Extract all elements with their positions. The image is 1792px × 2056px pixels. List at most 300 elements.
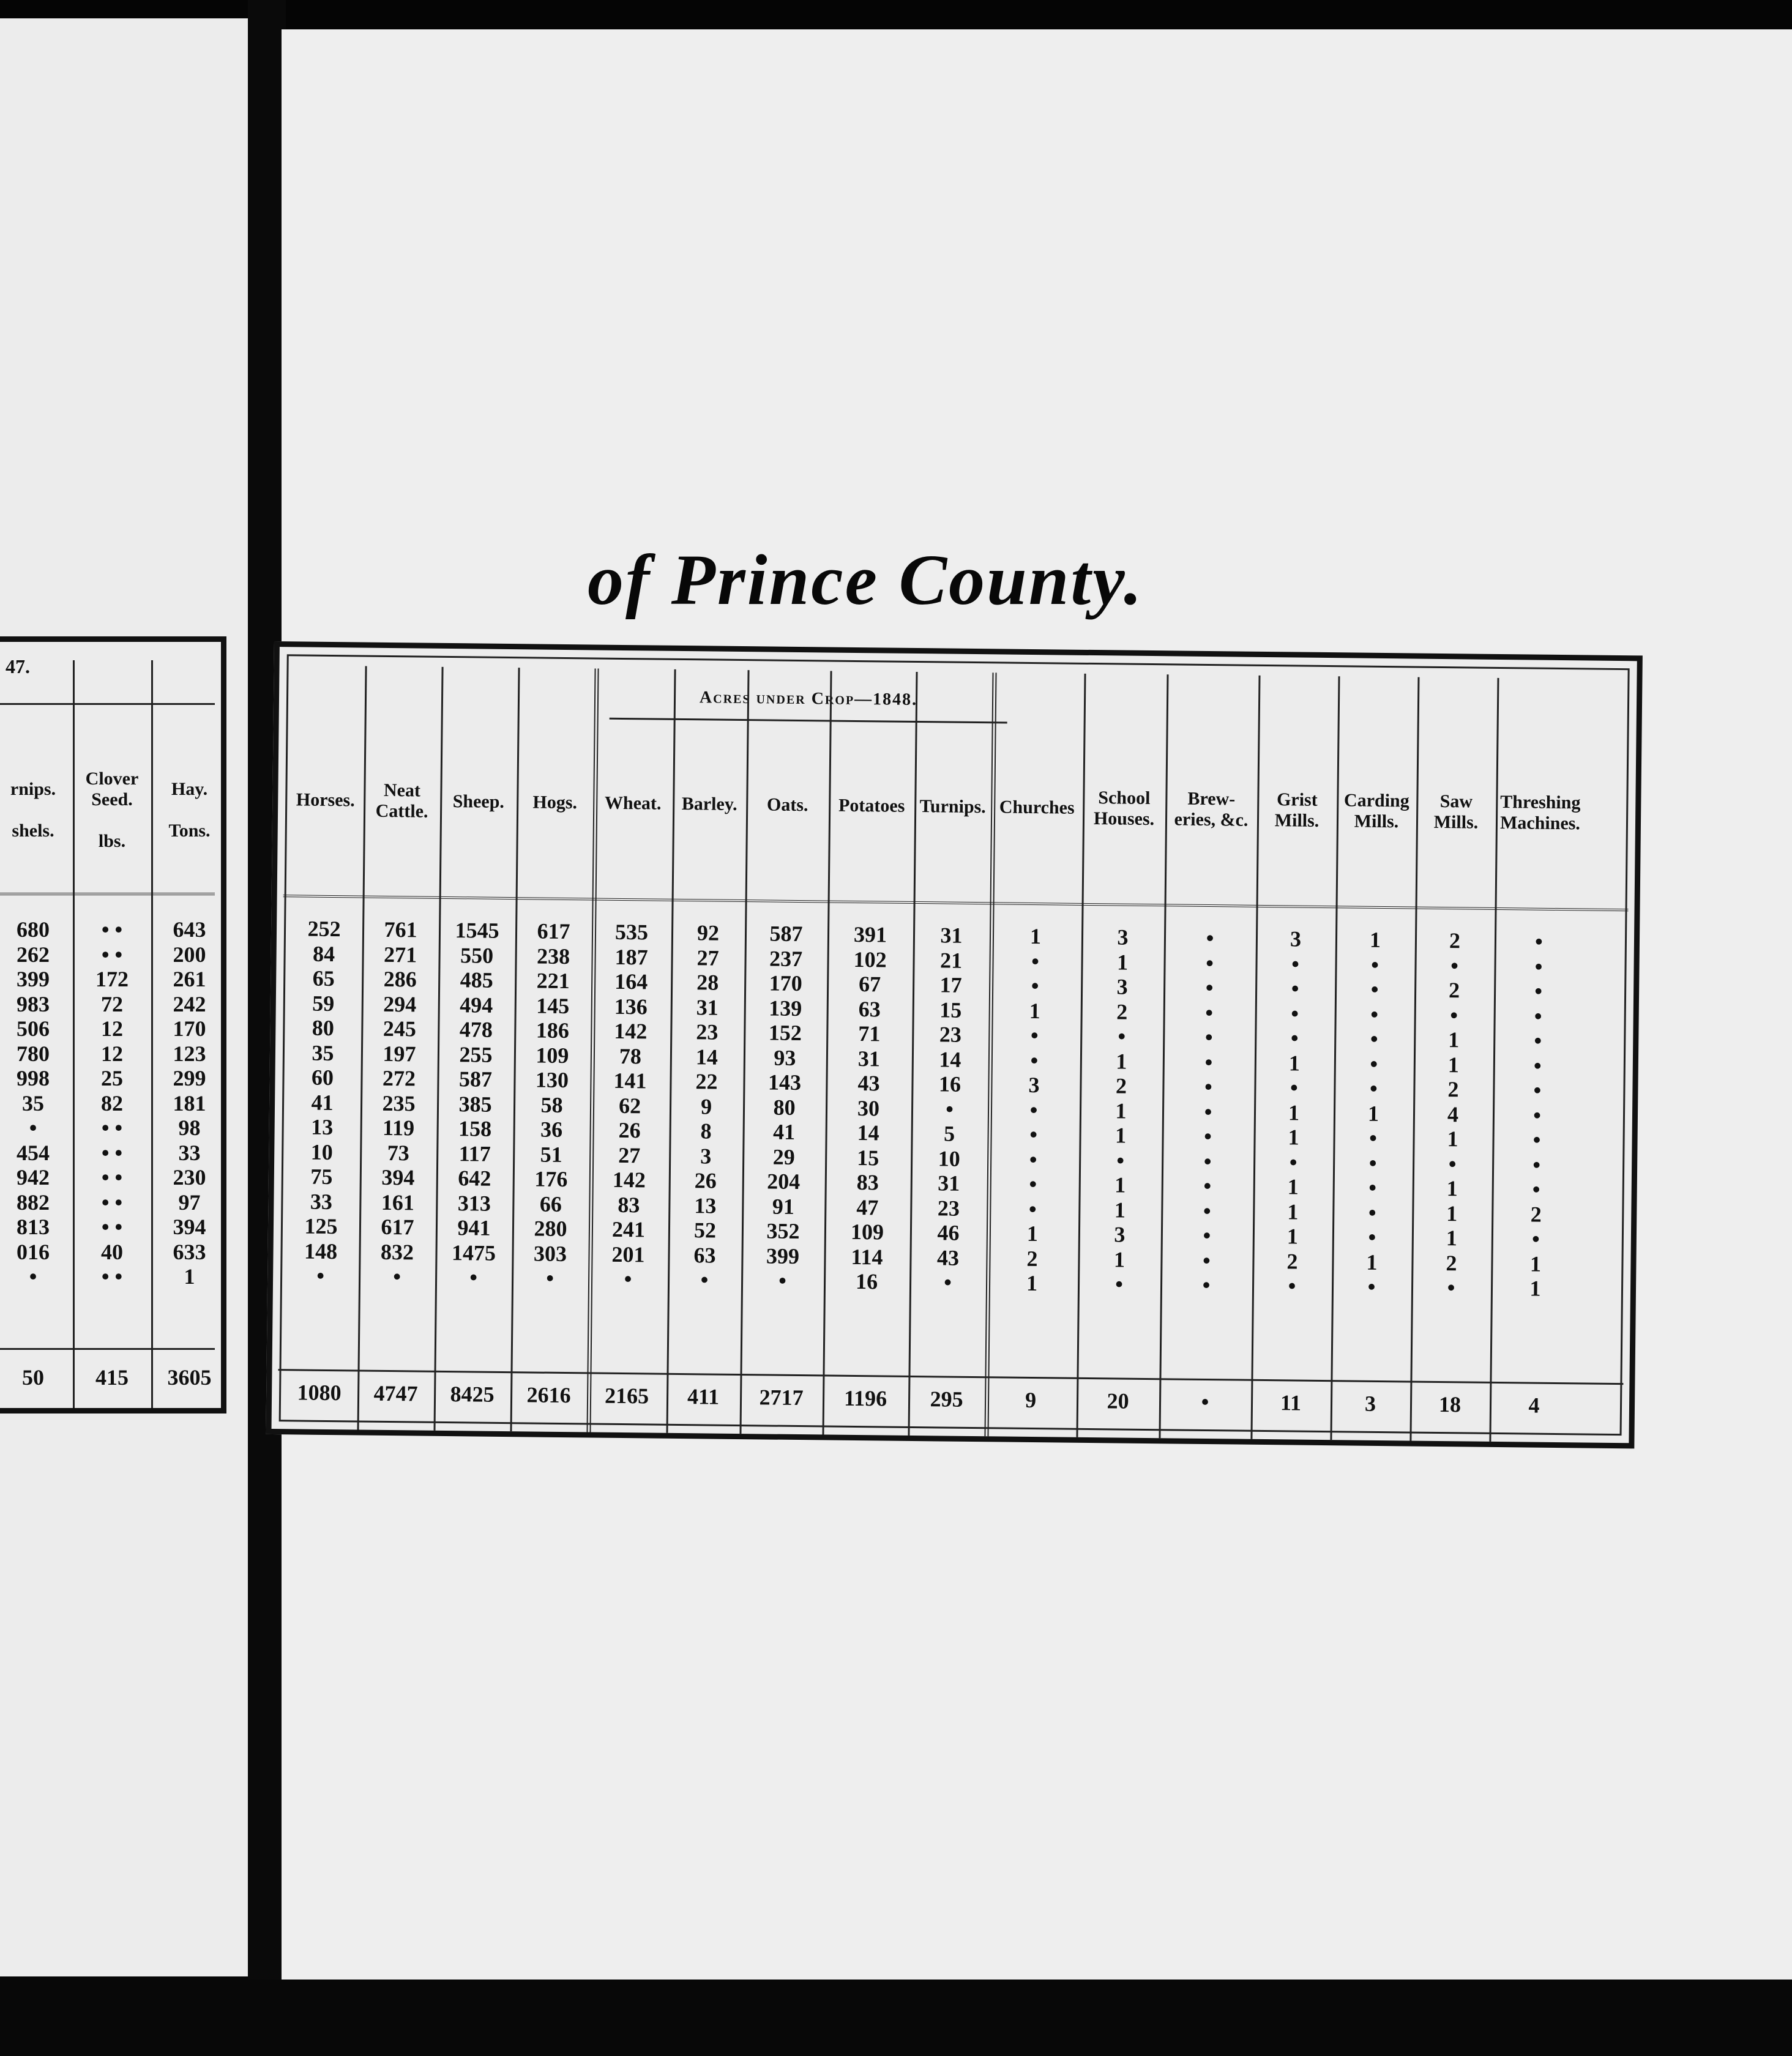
- table-cell: 255: [459, 1041, 493, 1067]
- column: [739, 652, 830, 1434]
- table-cell: •: [29, 1116, 37, 1140]
- table-cell: •: [1368, 1175, 1377, 1200]
- table-cell: •: [1370, 1051, 1378, 1076]
- table-cell: •: [1030, 1048, 1039, 1073]
- table-cell: •: [1206, 950, 1214, 975]
- column-values: [435, 918, 515, 1291]
- table-cell: 983: [17, 991, 50, 1016]
- table-cell: •: [1371, 952, 1379, 977]
- table-cell: 78: [619, 1043, 642, 1068]
- table-cell: 3: [1290, 926, 1302, 952]
- column-header: Potatoes: [838, 795, 905, 816]
- column-header: Saw Mills.: [1433, 791, 1479, 833]
- table-cell: • •: [101, 1215, 123, 1239]
- table-cell: 2: [1286, 1248, 1298, 1274]
- table-cell: 2: [1447, 1077, 1459, 1102]
- table-cell: 550: [460, 942, 494, 968]
- table-cell: 617: [537, 918, 570, 944]
- column-values: [668, 920, 745, 1293]
- table-cell: 399: [17, 967, 50, 991]
- table-cell: 14: [857, 1120, 879, 1145]
- table-cell: 633: [173, 1239, 206, 1264]
- table-cell: 252: [307, 916, 341, 942]
- table-cell: 238: [536, 944, 570, 969]
- column-values: [512, 918, 592, 1291]
- table-cell: 59: [312, 991, 335, 1016]
- column-values: [824, 922, 913, 1294]
- table-cell: •: [1448, 1151, 1457, 1176]
- table-cell: 230: [173, 1165, 206, 1190]
- column-total: 1196: [843, 1385, 887, 1411]
- column-values: [282, 916, 362, 1289]
- column-values: [1411, 928, 1495, 1301]
- table-cell: •: [1533, 1127, 1541, 1152]
- table-cell: 1: [1446, 1201, 1458, 1226]
- column-total: 11: [1280, 1390, 1302, 1415]
- table-cell: •: [1534, 978, 1543, 1004]
- column-total: 2165: [604, 1383, 649, 1409]
- table-cell: 73: [387, 1140, 409, 1165]
- table-cell: 1: [1446, 1176, 1458, 1201]
- table-cell: 1: [1026, 1221, 1039, 1246]
- table-cell: 535: [614, 919, 649, 945]
- table-cell: •: [1029, 1122, 1038, 1147]
- table-cell: •: [1029, 1171, 1037, 1197]
- table-cell: •: [1204, 1099, 1212, 1124]
- table-cell: 1: [1115, 1098, 1127, 1123]
- column-values: [1078, 925, 1164, 1297]
- table-cell: 14: [939, 1046, 961, 1072]
- table-cell: 832: [380, 1239, 414, 1264]
- table-cell: 299: [173, 1066, 206, 1090]
- table-cell: 1: [1287, 1199, 1299, 1224]
- table-cell: 1: [1448, 1027, 1460, 1052]
- table-cell: •: [1203, 1223, 1211, 1248]
- column: [151, 642, 228, 1408]
- column-total: 295: [930, 1387, 963, 1412]
- table-cell: 882: [17, 1190, 50, 1215]
- table-cell: 83: [618, 1192, 640, 1217]
- table-cell: 31: [938, 1171, 960, 1196]
- table-cell: •: [1202, 1248, 1211, 1273]
- table-cell: 170: [769, 970, 802, 996]
- table-cell: 1: [1287, 1174, 1299, 1199]
- table-cell: 33: [178, 1140, 201, 1165]
- table-cell: 272: [382, 1065, 416, 1091]
- table-cell: •: [1533, 1053, 1542, 1078]
- table-cell: 119: [382, 1115, 415, 1141]
- table-cell: 41: [311, 1090, 334, 1115]
- table-cell: •: [1534, 1028, 1542, 1053]
- table-cell: •: [1206, 925, 1214, 951]
- table-cell: 158: [458, 1116, 492, 1141]
- table-cell: •: [1368, 1224, 1376, 1250]
- column-total: 411: [687, 1384, 720, 1409]
- left-table: [0, 636, 226, 1414]
- table-cell: 3: [700, 1143, 712, 1169]
- table-cell: •: [1203, 1149, 1212, 1174]
- table-cell: 65: [312, 966, 335, 991]
- table-cell: •: [700, 1267, 709, 1292]
- table-cell: 1: [1447, 1052, 1460, 1077]
- table-cell: 271: [383, 942, 417, 967]
- table-cell: 136: [614, 994, 648, 1019]
- column: [908, 654, 992, 1436]
- column-total: 1080: [297, 1380, 342, 1406]
- table-cell: 43: [857, 1071, 880, 1096]
- table-cell: 617: [381, 1214, 414, 1240]
- table-cell: •: [1367, 1274, 1376, 1299]
- table-cell: 780: [17, 1041, 50, 1066]
- table-cell: •: [1204, 1074, 1212, 1100]
- table-cell: •: [1533, 1078, 1542, 1103]
- table-cell: 142: [614, 1018, 648, 1044]
- table-cell: 294: [383, 991, 417, 1016]
- table-cell: •: [1368, 1200, 1376, 1225]
- column-values: [741, 921, 827, 1294]
- table-cell: 27: [618, 1142, 641, 1168]
- column-header: Wheat.: [604, 792, 662, 814]
- table-cell: 161: [381, 1190, 415, 1215]
- table-cell: 1: [1288, 1100, 1300, 1125]
- column-header: Horses.: [296, 789, 355, 811]
- column-header: rnips. shels.: [10, 779, 56, 841]
- column-values: [1491, 929, 1583, 1302]
- column: [510, 649, 595, 1432]
- column-header: Turnips.: [919, 796, 986, 818]
- column: [586, 650, 674, 1432]
- table-cell: 1: [1288, 1125, 1299, 1150]
- table-cell: •: [1028, 1196, 1037, 1221]
- table-cell: 16: [938, 1071, 961, 1097]
- table-cell: • •: [101, 1116, 123, 1140]
- table-cell: 1: [1114, 1197, 1126, 1223]
- table-cell: 241: [611, 1216, 646, 1242]
- table-cell: •: [393, 1264, 401, 1289]
- table-cell: 201: [611, 1242, 645, 1267]
- table-cell: 2: [1116, 999, 1128, 1024]
- column-values: [151, 917, 228, 1289]
- column-header: Threshing Machines.: [1499, 791, 1581, 834]
- column: [1076, 655, 1167, 1438]
- table-cell: 399: [766, 1243, 800, 1268]
- table-cell: 261: [173, 967, 206, 991]
- table-cell: 1: [1029, 923, 1042, 949]
- table-cell: 197: [383, 1041, 416, 1066]
- table-cell: 35: [312, 1040, 334, 1065]
- table-cell: •: [944, 1270, 952, 1295]
- table-cell: 1: [1114, 1172, 1126, 1197]
- column-header: Hay. Tons.: [168, 779, 211, 841]
- column-values: [986, 923, 1081, 1296]
- table-cell: 26: [694, 1168, 717, 1193]
- column-total: 9: [1025, 1387, 1037, 1413]
- column-values: [1160, 925, 1256, 1298]
- table-cell: 587: [769, 921, 803, 947]
- table-cell: •: [1291, 1000, 1299, 1026]
- table-cell: •: [1288, 1273, 1296, 1298]
- table-cell: 12: [101, 1041, 123, 1066]
- table-cell: 114: [851, 1244, 883, 1269]
- table-cell: 2: [1448, 978, 1460, 1003]
- table-cell: 1: [1369, 927, 1381, 952]
- table-cell: 13: [310, 1114, 334, 1140]
- main-table: [266, 641, 1642, 1448]
- table-cell: 1: [1114, 1123, 1127, 1148]
- table-cell: •: [1031, 973, 1039, 999]
- table-cell: 680: [17, 917, 50, 942]
- column-values: [1252, 926, 1335, 1299]
- table-cell: 2: [1446, 1250, 1457, 1275]
- table-cell: • •: [101, 1165, 123, 1190]
- column: [0, 642, 73, 1408]
- table-cell: 164: [614, 969, 648, 994]
- table-cell: 2: [1530, 1202, 1542, 1227]
- table-cell: 40: [101, 1239, 123, 1264]
- column: [357, 648, 442, 1431]
- table-cell: 66: [539, 1191, 562, 1216]
- table-cell: 1: [1029, 998, 1040, 1023]
- column-total: 415: [95, 1365, 129, 1390]
- table-cell: 170: [173, 1016, 206, 1041]
- table-cell: 235: [382, 1090, 416, 1116]
- column-values: [359, 917, 439, 1290]
- table-cell: 016: [17, 1239, 50, 1264]
- column-total: 2717: [759, 1385, 804, 1410]
- table-cell: 642: [458, 1166, 491, 1191]
- table-cell: •: [1534, 1004, 1542, 1029]
- table-cell: •: [1447, 1275, 1455, 1300]
- table-cell: •: [1203, 1173, 1212, 1199]
- table-cell: •: [1205, 975, 1214, 1000]
- table-cell: 21: [939, 947, 963, 973]
- table-cell: 313: [457, 1190, 491, 1216]
- table-cell: 1: [1113, 1246, 1126, 1272]
- column: [73, 642, 151, 1408]
- table-cell: 14: [695, 1044, 719, 1070]
- table-cell: •: [546, 1265, 554, 1291]
- table-cell: •: [1532, 1177, 1540, 1202]
- table-cell: 75: [310, 1164, 333, 1190]
- column-header: Carding Mills.: [1343, 790, 1409, 832]
- table-cell: •: [1370, 977, 1379, 1002]
- table-cell: 3: [1117, 925, 1129, 950]
- column-total: 20: [1107, 1388, 1129, 1414]
- column: [984, 654, 1084, 1437]
- table-cell: 181: [173, 1090, 206, 1116]
- column-values: [0, 917, 73, 1289]
- column-header: Hogs.: [532, 792, 578, 813]
- table-cell: •: [1450, 953, 1459, 978]
- table-cell: 494: [460, 992, 493, 1018]
- table-cell: 98: [178, 1116, 201, 1140]
- table-cell: •: [778, 1268, 787, 1293]
- table-cell: 41: [772, 1119, 796, 1144]
- table-cell: 1: [1446, 1226, 1458, 1251]
- table-cell: 352: [766, 1218, 800, 1244]
- table-cell: 280: [534, 1216, 567, 1242]
- column-header: Grist Mills.: [1274, 789, 1320, 831]
- page-title: of Prince County.: [588, 540, 1144, 620]
- table-cell: 52: [693, 1218, 717, 1243]
- table-cell: 813: [17, 1215, 50, 1239]
- column-total: 18: [1438, 1391, 1462, 1417]
- table-cell: 16: [855, 1269, 878, 1294]
- table-cell: 1: [1366, 1250, 1378, 1275]
- table-cell: 1: [1367, 1101, 1379, 1126]
- table-cell: 71: [858, 1021, 881, 1046]
- table-cell: 123: [173, 1041, 206, 1066]
- table-cell: 29: [772, 1144, 795, 1169]
- table-cell: 237: [769, 946, 803, 971]
- table-cell: 26: [618, 1117, 641, 1143]
- table-cell: •: [1370, 1002, 1379, 1027]
- table-cell: 2: [1115, 1073, 1127, 1098]
- table-cell: •: [1533, 1103, 1542, 1128]
- column-header: Churches: [999, 797, 1075, 818]
- column-total: 4: [1528, 1393, 1540, 1418]
- table-cell: 172: [95, 967, 129, 991]
- table-cell: •: [1204, 1024, 1213, 1050]
- table-cell: •: [1031, 948, 1040, 974]
- table-cell: 97: [178, 1190, 201, 1215]
- table-cell: •: [1115, 1272, 1124, 1297]
- column-total: 2616: [526, 1382, 571, 1408]
- table-cell: 152: [768, 1020, 802, 1046]
- table-cell: 80: [312, 1015, 335, 1041]
- table-cell: 1: [1116, 949, 1129, 975]
- table-cell: 23: [696, 1019, 719, 1045]
- left-page: [0, 18, 254, 1976]
- column: [1489, 660, 1586, 1442]
- column-header: Clover Seed. lbs.: [85, 769, 139, 851]
- table-cell: • •: [101, 942, 123, 967]
- table-cell: 23: [939, 1022, 962, 1047]
- table-cell: 1: [1116, 1048, 1127, 1074]
- table-cell: 4: [1447, 1101, 1459, 1127]
- table-cell: 142: [612, 1167, 646, 1193]
- table-cell: •: [1289, 1149, 1297, 1175]
- table-cell: 204: [767, 1169, 801, 1194]
- table-cell: • •: [101, 1140, 123, 1165]
- table-cell: 148: [304, 1238, 338, 1264]
- table-cell: 391: [853, 922, 887, 947]
- table-cell: 130: [535, 1067, 569, 1093]
- table-cell: •: [1291, 951, 1300, 977]
- column: [1330, 658, 1417, 1440]
- table-cell: 31: [940, 923, 963, 948]
- table-cell: •: [1368, 1150, 1377, 1175]
- table-cell: 3: [1028, 1072, 1040, 1098]
- column-header: Brew- eries, &c.: [1174, 788, 1249, 830]
- table-cell: •: [1369, 1076, 1378, 1101]
- table-cell: 1475: [451, 1240, 496, 1265]
- table-cell: 30: [857, 1095, 880, 1120]
- table-cell: •: [1534, 929, 1543, 954]
- column-header: Neat Cattle.: [375, 780, 428, 822]
- column: [1409, 659, 1497, 1442]
- table-cell: 478: [459, 1017, 493, 1042]
- table-cell: 303: [533, 1240, 567, 1266]
- table-cell: 394: [381, 1164, 415, 1190]
- table-cell: 63: [693, 1242, 716, 1268]
- table-cell: 186: [536, 1018, 570, 1043]
- table-cell: 46: [937, 1220, 960, 1245]
- table-cell: 17: [939, 972, 962, 997]
- table-cell: 10: [310, 1139, 333, 1164]
- table-cell: 1: [184, 1264, 195, 1289]
- table-cell: 28: [696, 970, 719, 995]
- table-cell: 187: [614, 944, 648, 969]
- table-cell: • •: [101, 917, 123, 942]
- column-header: Oats.: [766, 794, 808, 816]
- column-total: 3605: [167, 1365, 212, 1390]
- table-cell: 31: [696, 994, 719, 1020]
- table-cell: •: [316, 1263, 325, 1288]
- column: [1159, 656, 1258, 1439]
- table-cell: 84: [312, 941, 335, 966]
- table-cell: 80: [773, 1095, 796, 1120]
- left-table-header-fragment: 47.: [6, 655, 30, 677]
- table-cell: 221: [536, 968, 570, 994]
- table-cell: 139: [769, 995, 802, 1021]
- table-cell: •: [1450, 1002, 1458, 1027]
- table-cell: 643: [173, 917, 206, 942]
- table-cell: 1: [1286, 1224, 1299, 1249]
- column: [666, 651, 747, 1434]
- table-cell: •: [1204, 1049, 1213, 1075]
- table-cell: 587: [458, 1067, 493, 1092]
- table-cell: 200: [173, 942, 206, 967]
- column: [281, 647, 365, 1429]
- table-cell: 143: [767, 1070, 802, 1095]
- table-cell: 385: [458, 1091, 492, 1117]
- column-values: [1332, 927, 1415, 1300]
- table-cell: •: [1118, 1024, 1126, 1049]
- table-cell: 63: [858, 996, 881, 1021]
- table-cell: 485: [460, 967, 493, 993]
- table-cell: 9: [700, 1093, 712, 1119]
- table-cell: 1: [1026, 1270, 1038, 1296]
- table-cell: 25: [101, 1066, 123, 1090]
- column-values: [588, 919, 671, 1292]
- table-cell: 47: [856, 1194, 879, 1220]
- table-cell: 15: [939, 997, 962, 1022]
- table-cell: 942: [17, 1165, 50, 1190]
- table-cell: 22: [695, 1069, 718, 1094]
- column-total: 8425: [450, 1382, 495, 1407]
- table-cell: 43: [936, 1245, 960, 1270]
- table-cell: 15: [857, 1145, 879, 1170]
- column-values: [73, 917, 151, 1289]
- column-total: 4747: [373, 1380, 418, 1406]
- table-cell: 36: [540, 1117, 563, 1142]
- table-cell: 60: [311, 1065, 334, 1090]
- table-cell: •: [1531, 1226, 1540, 1251]
- table-cell: 2: [1026, 1246, 1038, 1271]
- table-cell: •: [1369, 1125, 1378, 1150]
- table-cell: •: [1291, 976, 1299, 1001]
- table-cell: 92: [696, 920, 720, 945]
- table-cell: 262: [17, 942, 50, 967]
- table-cell: 58: [540, 1092, 563, 1117]
- column: [434, 649, 518, 1431]
- table-cell: 83: [856, 1170, 879, 1195]
- table-cell: 454: [17, 1140, 50, 1165]
- table-cell: • •: [101, 1264, 123, 1289]
- table-cell: 117: [458, 1141, 491, 1166]
- table-cell: 2: [1449, 928, 1461, 953]
